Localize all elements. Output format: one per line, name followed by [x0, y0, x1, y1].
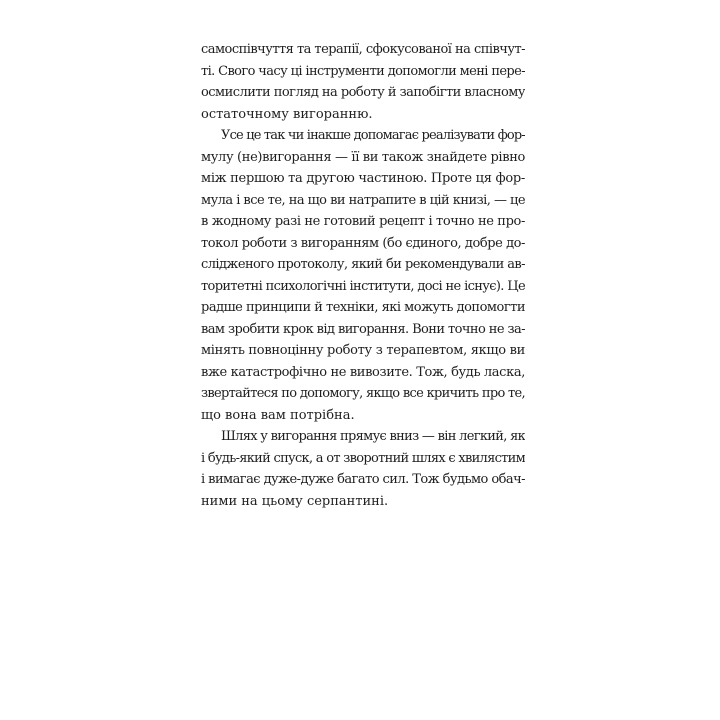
text-line: вже катастрофічно не вивозите. Тож, будь ласка, [201, 364, 525, 380]
text-line: торитетні психологічні інститути, досі не існує). Це [201, 278, 525, 294]
page-text [201, 39, 525, 512]
text-line: остаточному вигоранню. [201, 106, 373, 122]
text-line: радше принципи й техніки, які можуть допомогти [201, 300, 525, 315]
text-line: між першою та другою частиною. Проте ця фор- [201, 171, 525, 186]
text-line: мула і все те, на що ви натрапите в цій книзі, — це [201, 192, 525, 208]
text-line: самоспівчуття та терапії, сфокусованої на співчут- [201, 42, 525, 57]
paragraph-3 [201, 426, 525, 512]
paragraph-2 [201, 125, 525, 426]
text-line: мулу (не)вигорання — її ви також знайдете рівно [201, 149, 525, 165]
text-line: звертайтеся по допомогу, якщо все кричить про те, [201, 386, 525, 401]
text-line: осмислити погляд на роботу й запобігти власному [201, 85, 525, 100]
paragraph-1 [201, 39, 525, 125]
text-line: ними на цьому серпантині. [201, 493, 389, 509]
text-line: Усе це так чи інакше допомагає реалізувати фор- [221, 128, 525, 143]
text-line: мінять повноцінну роботу з терапевтом, якщо ви [201, 343, 525, 358]
text-line: в жодному разі не готовий рецепт і точно не про- [201, 214, 525, 229]
text-line: слідженого протоколу, який би рекомендували ав- [201, 257, 525, 272]
text-line: ті. Свого часу ці інструменти допомогли мені пере- [201, 63, 525, 79]
text-line: токол роботи з вигоранням (бо єдиного, добре до- [201, 235, 525, 251]
text-line: що вона вам потрібна. [201, 407, 355, 423]
text-line: Шлях у вигорання прямує вниз — він легкий, як [221, 429, 525, 444]
text-line: вам зробити крок від вигорання. Вони точно не за- [201, 321, 525, 337]
text-line: і вимагає дуже-дуже багато сил. Тож будьмо обач- [201, 472, 525, 487]
text-line: і будь-який спуск, а от зворотний шлях є хвилястим [201, 450, 525, 466]
